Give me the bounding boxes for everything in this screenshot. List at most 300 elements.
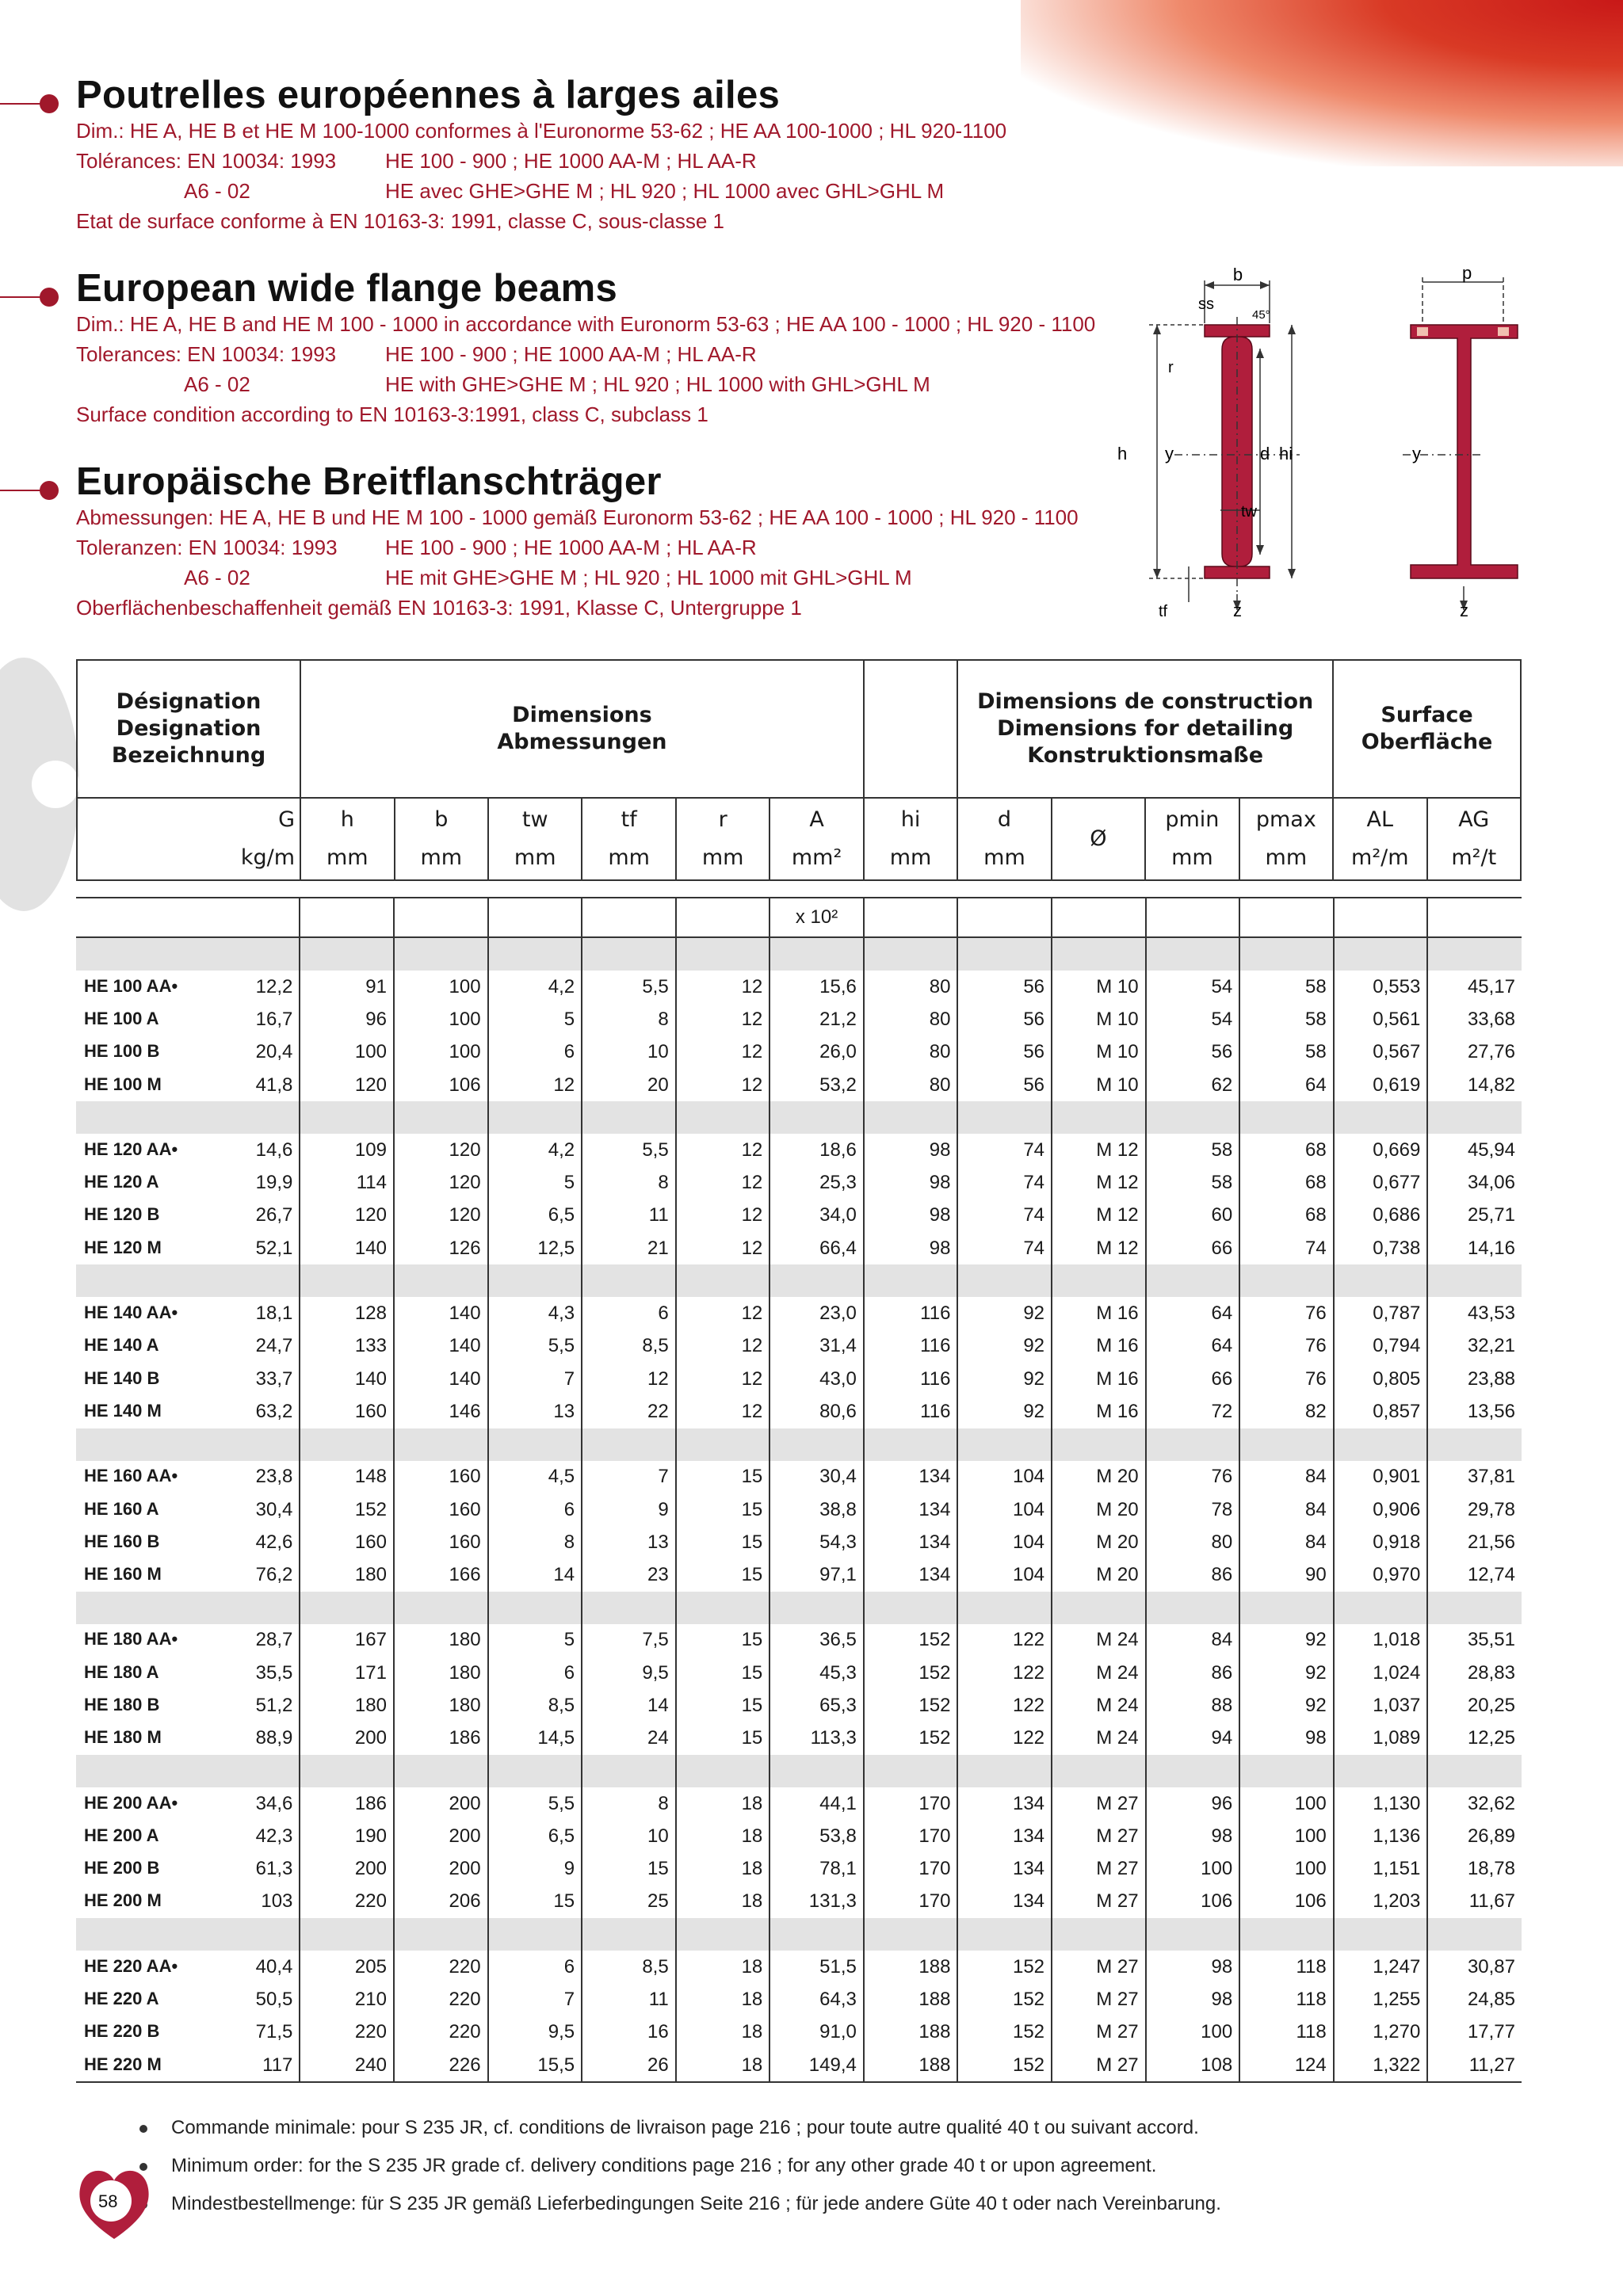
table-cell [1239,1918,1334,1951]
value-cell: 76 [1239,1363,1334,1395]
value-cell: 210 [300,1983,394,2016]
value-cell: 45,94 [1427,1134,1522,1166]
value-cell: 56 [957,1069,1052,1101]
table-cell [300,937,394,971]
band-row [76,1592,1522,1624]
value-cell: 8 [488,1526,582,1558]
value-cell: 1,024 [1334,1657,1428,1689]
value-cell: 170 [864,1853,958,1886]
label-z: z [1460,601,1468,620]
value-cell: 0,567 [1334,1036,1428,1069]
value-cell: 116 [864,1363,958,1395]
symbol-cell: A mm² [769,798,863,880]
value-cell: 92 [957,1297,1052,1329]
value-cell: 106 [394,1069,488,1101]
value-cell: 31,4 [769,1330,864,1363]
designation-cell: 51,2 HE 180 B [84,1694,293,1716]
value-cell: 15 [676,1722,770,1755]
designation-cell: 40,4 HE 220 AA• [84,1955,293,1978]
value-cell: 1,089 [1334,1722,1428,1755]
value-cell: M 27 [1052,1787,1146,1820]
value-cell: M 24 [1052,1657,1146,1689]
table-cell [1239,1101,1334,1134]
value-cell: 21,2 [769,1003,864,1035]
value-cell: 160 [394,1526,488,1558]
value-cell: 18,6 [769,1134,864,1166]
table-cell [488,1264,582,1297]
table-cell [864,937,958,971]
table-row [76,1395,1522,1428]
value-cell: 240 [300,2049,394,2082]
value-cell: 53,2 [769,1069,864,1101]
value-cell: 120 [394,1134,488,1166]
designation-cell: 16,7 HE 100 A [84,1008,293,1030]
value-cell: 35,51 [1427,1624,1522,1657]
table-cell [394,1592,488,1624]
value-cell: 12 [676,971,770,1003]
table-row [76,1689,1522,1722]
value-cell: 100 [1146,2016,1240,2049]
value-cell: 180 [300,1558,394,1591]
designation-cell: 33,7 HE 140 B [84,1367,293,1390]
value-cell: 152 [957,1983,1052,2016]
value-cell: M 16 [1052,1297,1146,1329]
dimensions-header: Dimensions Abmessungen [300,660,864,798]
value-cell: 18 [676,2016,770,2049]
value-cell: 13 [488,1395,582,1428]
table-cell [1239,1592,1334,1624]
value-cell: 100 [394,1003,488,1035]
value-cell: 15 [676,1461,770,1493]
value-cell: 0,901 [1334,1461,1428,1493]
table-header [76,659,1522,881]
table-cell [676,1101,770,1134]
value-cell: 122 [957,1657,1052,1689]
value-cell: 15 [676,1526,770,1558]
value-cell: 160 [394,1493,488,1526]
bullet-dot-icon [40,94,59,113]
value-cell: 74 [957,1232,1052,1264]
label-z: z [1233,601,1242,620]
value-cell: 15 [488,1886,582,1918]
value-cell: 96 [1146,1787,1240,1820]
designation-cell: 34,6 HE 200 AA• [84,1792,293,1814]
table-cell [582,1918,676,1951]
value-cell: 98 [864,1134,958,1166]
table-cell [488,1101,582,1134]
rivet-hole [1417,327,1428,336]
spec-line: A6 - 02 HE mit GHE>GHE M ; HL 920 ; HL 1000 mit GHL>GHL M [184,566,912,589]
table-cell [769,1264,864,1297]
band-row [76,1918,1522,1951]
label-d: d [1260,444,1270,463]
table-cell [76,898,300,937]
value-cell: 56 [1146,1036,1240,1069]
value-cell: 100 [394,1036,488,1069]
value-cell: 74 [957,1199,1052,1232]
table-cell [582,1755,676,1787]
table-cell [864,1592,958,1624]
table-cell [1146,1101,1240,1134]
spec-line: Dim.: HE A, HE B et HE M 100-1000 conformes à l'Euronorme 53-62 ; HE AA 100-1000 ; HL 920-1100 [76,119,1007,143]
value-cell: 133 [300,1330,394,1363]
value-cell: 100 [394,971,488,1003]
value-cell: 28,83 [1427,1657,1522,1689]
table-row [76,1199,1522,1232]
table-row [76,1134,1522,1166]
value-cell: 148 [300,1461,394,1493]
value-cell: 98 [1146,1951,1240,1983]
value-cell: 88 [1146,1689,1240,1722]
value-cell: 92 [957,1395,1052,1428]
value-cell: 8,5 [582,1330,676,1363]
value-cell: 6 [488,1951,582,1983]
table-cell [957,937,1052,971]
table-cell [864,1428,958,1461]
designation-cell: 52,1 HE 120 M [84,1237,293,1259]
value-cell: 220 [300,1886,394,1918]
value-cell: 106 [1239,1886,1334,1918]
table-row [76,2049,1522,2082]
section-title: Poutrelles européennes à larges ailes [76,74,781,116]
value-cell: 9 [582,1493,676,1526]
table-cell [1427,898,1522,937]
value-cell: 200 [300,1853,394,1886]
value-cell: 84 [1239,1526,1334,1558]
value-cell: 43,53 [1427,1297,1522,1329]
symbol-cell: tw mm [488,798,582,880]
value-cell: 84 [1239,1493,1334,1526]
table-row [76,1624,1522,1657]
value-cell: 92 [1239,1689,1334,1722]
value-cell: M 24 [1052,1689,1146,1722]
value-cell: 205 [300,1951,394,1983]
value-cell: 134 [957,1787,1052,1820]
value-cell: 15 [582,1853,676,1886]
value-cell: 98 [864,1166,958,1199]
value-cell: M 10 [1052,971,1146,1003]
value-cell: 92 [957,1363,1052,1395]
value-cell: M 27 [1052,2049,1146,2082]
designation-header: Désignation Designation Bezeichnung [77,660,300,798]
table-cell [1334,898,1428,937]
designation-cell: 61,3 HE 200 B [84,1858,293,1880]
table-row [76,1003,1522,1035]
table-cell [1146,937,1240,971]
table-cell [1334,1264,1428,1297]
value-cell: 33,68 [1427,1003,1522,1035]
value-cell: 0,906 [1334,1493,1428,1526]
table-cell [864,898,958,937]
spec-line: Toleranzen: EN 10034: 1993 HE 100 - 900 ; HE 1000 AA-M ; HL AA-R [76,536,757,559]
designation-cell: 26,7 HE 120 B [84,1204,293,1226]
value-cell: 1,247 [1334,1951,1428,1983]
value-cell: 80 [864,1036,958,1069]
value-cell: M 12 [1052,1166,1146,1199]
value-cell: 58 [1239,1036,1334,1069]
value-cell: 65,3 [769,1689,864,1722]
table-cell [676,1428,770,1461]
table-cell [676,1592,770,1624]
value-cell: 0,669 [1334,1134,1428,1166]
value-cell: 15,6 [769,971,864,1003]
table-cell [1052,1918,1146,1951]
value-cell: 45,3 [769,1657,864,1689]
table-cell [1052,1592,1146,1624]
value-cell: 122 [957,1689,1052,1722]
value-cell: 152 [957,2016,1052,2049]
table-cell [394,898,488,937]
corner-decoration [1021,0,1623,166]
value-cell: 12,25 [1427,1722,1522,1755]
value-cell: 26 [582,2049,676,2082]
value-cell: 120 [394,1166,488,1199]
value-cell: 12,74 [1427,1558,1522,1591]
value-cell: 1,255 [1334,1983,1428,2016]
table-cell [957,1264,1052,1297]
symbol-cell: r mm [676,798,769,880]
table-cell [1427,937,1522,971]
value-cell: M 10 [1052,1036,1146,1069]
value-cell: 100 [1146,1853,1240,1886]
value-cell: 140 [300,1363,394,1395]
table-cell [1239,1755,1334,1787]
table-cell [394,1428,488,1461]
table-cell [394,1264,488,1297]
table-cell [769,1101,864,1134]
table-cell [1427,1918,1522,1951]
label-y: y [1412,444,1421,463]
value-cell: 122 [957,1722,1052,1755]
value-cell: 0,805 [1334,1363,1428,1395]
value-cell: 30,4 [769,1461,864,1493]
bullet-icon [139,2125,147,2133]
value-cell: 64,3 [769,1983,864,2016]
value-cell: 106 [1146,1886,1240,1918]
value-cell: 8,5 [582,1951,676,1983]
table-cell [1427,1101,1522,1134]
value-cell: 98 [1146,1983,1240,2016]
page-number: 58 [98,2191,118,2211]
table-cell [1052,1101,1146,1134]
value-cell: 116 [864,1330,958,1363]
value-cell: 80 [864,1003,958,1035]
designation-cell: 71,5 HE 220 B [84,2021,293,2043]
table-cell [488,937,582,971]
value-cell: 0,794 [1334,1330,1428,1363]
value-cell: 12 [676,1395,770,1428]
value-cell: 190 [300,1820,394,1852]
table-cell [676,1918,770,1951]
table-cell [1146,1428,1240,1461]
table-cell [769,1428,864,1461]
table-cell [1239,937,1334,971]
value-cell: 44,1 [769,1787,864,1820]
value-cell: 92 [957,1330,1052,1363]
label-y: y [1165,444,1174,463]
value-cell: 24 [582,1722,676,1755]
table-cell [769,937,864,971]
value-cell: 5 [488,1003,582,1035]
table-cell [864,1918,958,1951]
value-cell: 180 [394,1689,488,1722]
value-cell: 118 [1239,1983,1334,2016]
symbol-cell: pmin mm [1145,798,1239,880]
table-cell [488,898,582,937]
table-cell [1427,1755,1522,1787]
value-cell: 9,5 [582,1657,676,1689]
value-cell: 220 [394,1983,488,2016]
value-cell: 72 [1146,1395,1240,1428]
value-cell: 86 [1146,1558,1240,1591]
value-cell: 134 [864,1526,958,1558]
value-cell: 104 [957,1526,1052,1558]
value-cell: 0,918 [1334,1526,1428,1558]
value-cell: 171 [300,1657,394,1689]
value-cell: 128 [300,1297,394,1329]
table-row [76,1722,1522,1755]
value-cell: 64 [1239,1069,1334,1101]
value-cell: 0,857 [1334,1395,1428,1428]
value-cell: 76 [1239,1297,1334,1329]
section-title: European wide flange beams [76,267,618,310]
value-cell: 7 [488,1363,582,1395]
value-cell: 0,738 [1334,1232,1428,1264]
value-cell: 14,82 [1427,1069,1522,1101]
value-cell: 5 [488,1624,582,1657]
value-cell: M 16 [1052,1395,1146,1428]
surface-header: Surface Oberfläche [1333,660,1521,798]
value-cell: M 16 [1052,1330,1146,1363]
value-cell: M 10 [1052,1003,1146,1035]
value-cell: 166 [394,1558,488,1591]
value-cell: 60 [1146,1199,1240,1232]
value-cell: M 27 [1052,1853,1146,1886]
value-cell: 15,5 [488,2049,582,2082]
value-cell: 152 [864,1657,958,1689]
value-cell: 20,25 [1427,1689,1522,1722]
value-cell: M 20 [1052,1493,1146,1526]
beam-data-table [76,897,1522,2083]
value-cell: 56 [957,971,1052,1003]
value-cell: 98 [864,1232,958,1264]
table-row [76,1657,1522,1689]
value-cell: 6 [488,1036,582,1069]
table-cell [957,1918,1052,1951]
value-cell: 18 [676,1983,770,2016]
value-cell: 152 [957,2049,1052,2082]
table-cell [769,1755,864,1787]
value-cell: 160 [300,1395,394,1428]
value-cell: 82 [1239,1395,1334,1428]
value-cell: 8 [582,1166,676,1199]
table-cell [76,937,300,971]
value-cell: M 27 [1052,2016,1146,2049]
value-cell: 167 [300,1624,394,1657]
value-cell: M 12 [1052,1232,1146,1264]
value-cell: 18 [676,1886,770,1918]
value-cell: 12 [676,1232,770,1264]
value-cell: 12 [676,1069,770,1101]
value-cell: 12 [676,1166,770,1199]
value-cell: 58 [1239,1003,1334,1035]
table-cell [1146,898,1240,937]
value-cell: 0,553 [1334,971,1428,1003]
value-cell: 51,5 [769,1951,864,1983]
table-cell [1052,898,1146,937]
value-cell: 1,018 [1334,1624,1428,1657]
value-cell: 26,89 [1427,1820,1522,1852]
value-cell: 160 [394,1461,488,1493]
value-cell: 180 [394,1624,488,1657]
value-cell: 116 [864,1297,958,1329]
value-cell: 20 [582,1069,676,1101]
value-cell: 6,5 [488,1820,582,1852]
value-cell: M 27 [1052,1820,1146,1852]
table-cell [582,1592,676,1624]
table-row [76,1820,1522,1852]
value-cell: 56 [957,1003,1052,1035]
factor-row [76,898,1522,937]
value-cell: 97,1 [769,1558,864,1591]
value-cell: 12 [676,1003,770,1035]
note-fr: Commande minimale: pour S 235 JR, cf. conditions de livraison page 216 ; pour toute autre qualité 40 t ou suivant accord. [171,2117,1199,2139]
label-p: p [1462,263,1472,283]
table-row [76,1297,1522,1329]
value-cell: 90 [1239,1558,1334,1591]
value-cell: M 12 [1052,1199,1146,1232]
value-cell: 34,06 [1427,1166,1522,1199]
value-cell: 100 [300,1036,394,1069]
table-cell [1146,1592,1240,1624]
value-cell: 6,5 [488,1199,582,1232]
value-cell: 76 [1239,1330,1334,1363]
value-cell: 37,81 [1427,1461,1522,1493]
value-cell: M 20 [1052,1461,1146,1493]
value-cell: 58 [1239,971,1334,1003]
table-row [76,1036,1522,1069]
value-cell: 188 [864,2049,958,2082]
value-cell: 7,5 [582,1624,676,1657]
designation-cell: 35,5 HE 180 A [84,1661,293,1684]
symbol-cell: hi mm [864,798,957,880]
value-cell: 104 [957,1461,1052,1493]
value-cell: 186 [394,1722,488,1755]
spec-line: Dim.: HE A, HE B and HE M 100 - 1000 in accordance with Euronorm 53-63 ; HE AA 100 - 1000 ; HL 920 - 1100 [76,312,1096,336]
value-cell: 12 [582,1363,676,1395]
table-row [76,971,1522,1003]
value-cell: 66 [1146,1232,1240,1264]
value-cell: 200 [394,1853,488,1886]
value-cell: 152 [864,1722,958,1755]
table-cell [1427,1428,1522,1461]
designation-cell: 30,4 HE 160 A [84,1498,293,1520]
table-cell [488,1592,582,1624]
value-cell: 96 [300,1003,394,1035]
value-cell: 10 [582,1820,676,1852]
value-cell: 86 [1146,1657,1240,1689]
value-cell: 180 [394,1657,488,1689]
table-row [76,1886,1522,1918]
value-cell: 200 [394,1820,488,1852]
value-cell: 114 [300,1166,394,1199]
table-cell [864,1264,958,1297]
table-cell [582,1101,676,1134]
note-en: Minimum order: for the S 235 JR grade cf. delivery conditions page 216 ; for any other grade 40 t or upon agreement. [171,2155,1156,2177]
value-cell: 13,56 [1427,1395,1522,1428]
designation-cell: 12,2 HE 100 AA• [84,975,293,997]
table-cell [1334,1101,1428,1134]
